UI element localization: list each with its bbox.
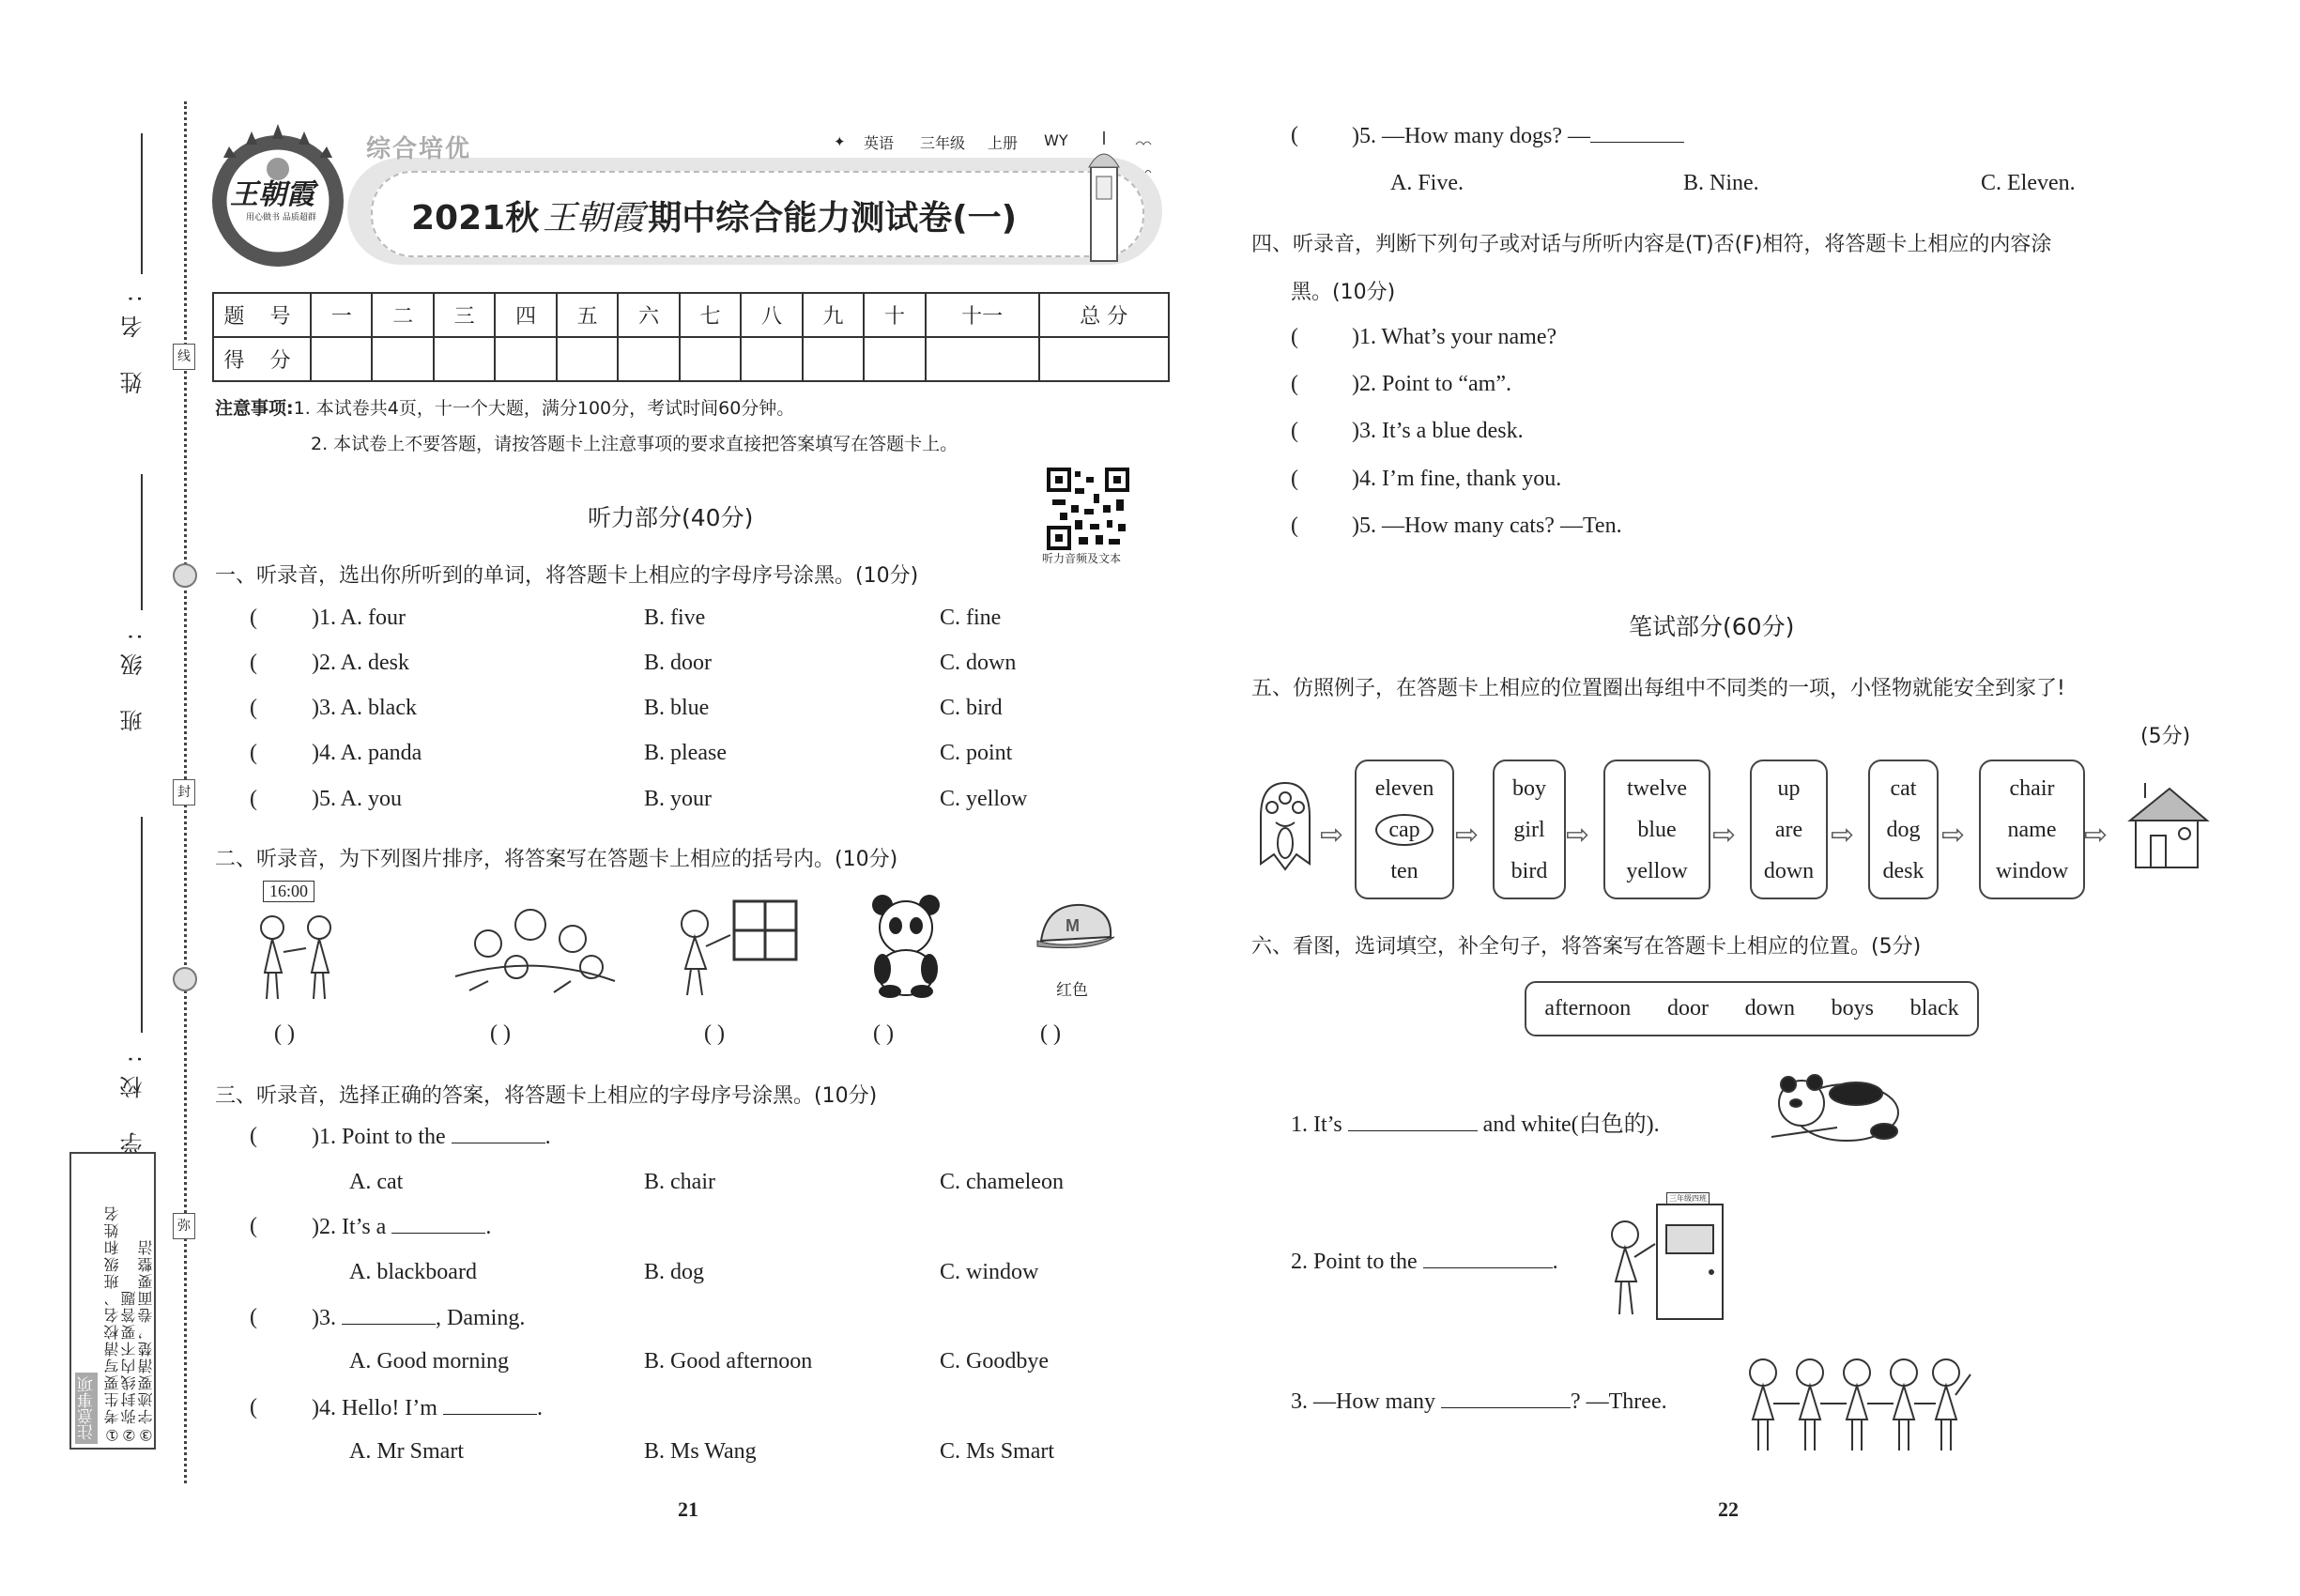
word-group-5 xyxy=(1868,760,1939,899)
sentence-post: ? —Three. xyxy=(1570,1389,1667,1414)
score-cell[interactable] xyxy=(803,337,864,381)
word-bank-item: down xyxy=(1744,996,1795,1021)
meta-volume: 上册 xyxy=(988,134,1019,152)
score-cell[interactable] xyxy=(1039,337,1169,381)
meta-edition: WY xyxy=(1044,131,1068,149)
question-option-a: )5. A. you xyxy=(312,787,402,811)
answer-blank xyxy=(443,1395,537,1415)
notice-title: 注意事项 xyxy=(75,1373,98,1444)
question-option-b: B. five xyxy=(644,606,706,630)
option-a: A. blackboard xyxy=(349,1260,477,1284)
notes-item: 2. 本试卷上不要答题，请按答题卡上注意事项的要求直接把答案填写在答题卡上。 xyxy=(311,434,958,454)
score-cell[interactable] xyxy=(741,337,802,381)
panda-picture xyxy=(864,890,948,998)
exam-title xyxy=(411,192,1017,239)
stem-tail: . xyxy=(544,1125,551,1149)
question-option-c: C. point xyxy=(940,741,1013,765)
score-table-score-row xyxy=(213,337,1169,381)
answer-blank[interactable] xyxy=(1348,1112,1478,1131)
score-col: 九 xyxy=(803,293,864,337)
group-word[interactable]: girl xyxy=(1513,818,1545,842)
group-word[interactable]: yellow xyxy=(1626,859,1688,883)
score-cell[interactable] xyxy=(434,337,495,381)
listening-title: 听力部分(40分) xyxy=(588,504,754,531)
seal-mark-feng: 封 xyxy=(173,779,195,806)
answer-paren[interactable]: ( xyxy=(1291,514,1298,538)
five-children-picture xyxy=(1740,1352,1974,1460)
score-cell[interactable] xyxy=(495,337,556,381)
series-label: 综合培优 xyxy=(366,135,472,163)
logo-slogan: 用心做书 品质超群 xyxy=(246,213,316,223)
arrow-right-icon: ⇨ xyxy=(1455,819,1480,852)
score-col: 一 xyxy=(311,293,372,337)
house-icon xyxy=(2117,779,2211,873)
answer-blank xyxy=(342,1305,436,1325)
answer-blank[interactable] xyxy=(1423,1249,1553,1268)
section3-heading: 三、听录音，选择正确的答案，将答题卡上相应的字母序号涂黑。(10分) xyxy=(215,1084,878,1108)
notes-line-1 xyxy=(215,394,794,420)
arrow-right-icon: ⇨ xyxy=(1941,819,1966,852)
word-bank xyxy=(1525,981,1979,1036)
fill-in-sentence-2 xyxy=(1291,1249,1558,1275)
group-word[interactable]: down xyxy=(1763,859,1815,883)
option-a: A. cat xyxy=(349,1170,404,1194)
option-a: A. Five. xyxy=(1390,171,1464,195)
sleeping-panda-picture xyxy=(1762,1066,1917,1159)
page-number-left: 21 xyxy=(678,1497,698,1521)
option-b: B. Ms Wang xyxy=(644,1439,757,1464)
group-word[interactable]: window xyxy=(1995,859,2069,883)
section5-points: (5分) xyxy=(2140,725,2191,748)
notice-item: ①考生要写清校名、班级和姓名 xyxy=(103,1205,121,1444)
arrow-right-icon: ⇨ xyxy=(1831,819,1855,852)
question-option-b: B. blue xyxy=(644,696,710,720)
score-cell[interactable] xyxy=(864,337,925,381)
word-bank-item: afternoon xyxy=(1544,996,1632,1021)
title-brand: 王朝霞 xyxy=(543,199,645,238)
score-col: 四 xyxy=(495,293,556,337)
question-option-b: B. please xyxy=(644,741,727,765)
score-col: 十一 xyxy=(926,293,1039,337)
score-cell[interactable] xyxy=(618,337,679,381)
answer-paren[interactable]: ( xyxy=(250,1214,257,1238)
cap-color-label: 红色 xyxy=(1056,981,1088,1000)
meta-subject: 英语 xyxy=(864,134,895,152)
question-option-c: C. fine xyxy=(940,606,1002,630)
arrow-right-icon: ⇨ xyxy=(1566,819,1590,852)
name-field[interactable] xyxy=(141,133,143,274)
group-word[interactable]: eleven xyxy=(1374,776,1434,801)
score-cell[interactable] xyxy=(372,337,433,381)
answer-paren[interactable]: ( xyxy=(250,1395,257,1420)
clock-label: 16:00 xyxy=(263,881,314,902)
section2-heading: 二、听录音，为下列图片排序，将答案写在答题卡上相应的括号内。(10分) xyxy=(215,848,898,871)
score-table xyxy=(212,292,1170,382)
door-sign: 三年级四班 xyxy=(1666,1192,1710,1205)
logo-brand-text: 王朝霞 xyxy=(230,178,314,211)
score-col: 二 xyxy=(372,293,433,337)
option-b: B. Nine. xyxy=(1683,171,1759,195)
question-option-b: B. your xyxy=(644,787,712,811)
question-stem xyxy=(312,1395,543,1421)
stem-text: )5. —How many dogs? — xyxy=(1352,124,1590,148)
answer-paren[interactable]: ( xyxy=(250,696,257,720)
word-group-4 xyxy=(1750,760,1828,899)
notes-label: 注意事项: xyxy=(215,398,294,419)
score-col: 七 xyxy=(680,293,741,337)
group-word[interactable]: chair xyxy=(2009,776,2055,801)
tf-statement: )4. I’m fine, thank you. xyxy=(1352,467,1562,491)
score-col: 六 xyxy=(618,293,679,337)
arrow-right-icon: ⇨ xyxy=(1320,819,1344,852)
word-group-1 xyxy=(1355,760,1454,899)
answer-paren[interactable]: ( xyxy=(250,787,257,811)
sparkle-icon: ✦ xyxy=(834,133,846,150)
answer-paren[interactable]: ( xyxy=(250,651,257,675)
question-option-a: )2. A. desk xyxy=(312,651,409,675)
title-prefix: 2021秋 xyxy=(411,199,540,238)
notice-item: ②弥封线内不要答题 xyxy=(120,1289,138,1444)
word-group-6 xyxy=(1979,760,2085,899)
section4-heading-cont: 黑。(10分) xyxy=(1291,281,1396,304)
score-row-label: 得 分 xyxy=(213,337,311,381)
score-cell[interactable] xyxy=(926,337,1039,381)
birds-on-branch-picture xyxy=(451,887,620,1005)
fill-in-sentence-1 xyxy=(1291,1105,1660,1138)
question-option-a: )3. A. black xyxy=(312,696,417,720)
answer-blank[interactable] xyxy=(1441,1389,1571,1408)
question-option-b: B. door xyxy=(644,651,712,675)
sentence-pre: 3. —How many xyxy=(1291,1389,1435,1414)
class-field[interactable] xyxy=(141,474,143,610)
option-c: C. Eleven. xyxy=(1981,171,2076,195)
answer-blank xyxy=(391,1214,485,1234)
score-col: 总 分 xyxy=(1039,293,1169,337)
title-suffix: 期中综合能力测试卷(一) xyxy=(648,199,1018,238)
section5-heading: 五、仿照例子，在答题卡上相应的位置圈出每组中不同类的一项，小怪物就能安全到家了! xyxy=(1251,677,2065,700)
answer-blank xyxy=(452,1124,545,1143)
question-option-c: C. down xyxy=(940,651,1017,675)
answer-paren[interactable]: ( ) xyxy=(490,1021,511,1046)
answer-paren[interactable]: ( ) xyxy=(704,1021,725,1046)
score-col: 八 xyxy=(741,293,802,337)
seal-mark-mi: 弥 xyxy=(173,1213,195,1239)
answer-paren[interactable]: ( xyxy=(1291,123,1298,147)
arrow-right-icon: ⇨ xyxy=(1712,819,1737,852)
answer-paren[interactable]: ( xyxy=(1291,372,1298,396)
stem-tail: . xyxy=(485,1215,492,1239)
word-bank-item: boys xyxy=(1831,996,1874,1021)
binding-hole-icon xyxy=(173,967,197,991)
word-bank-item: door xyxy=(1666,996,1709,1021)
arrow-right-icon: ⇨ xyxy=(2084,819,2108,852)
stem-text: )4. Hello! I’m xyxy=(312,1396,437,1420)
sentence-post: . xyxy=(1552,1250,1558,1274)
children-greeting-picture xyxy=(246,907,349,1010)
answer-paren[interactable]: ( xyxy=(250,741,257,765)
school-label: 学 校: xyxy=(120,1042,146,1155)
option-c: C. Goodbye xyxy=(940,1349,1049,1373)
stem-text: )3. xyxy=(312,1306,336,1330)
sentence-pre: 2. Point to the xyxy=(1291,1250,1418,1274)
qr-code[interactable] xyxy=(1047,468,1129,550)
question-option-c: C. yellow xyxy=(940,787,1028,811)
question-option-a: )1. A. four xyxy=(312,606,406,630)
answer-paren[interactable]: ( xyxy=(250,606,257,630)
sentence-pre: 1. It’s xyxy=(1291,1113,1342,1137)
little-monster-icon xyxy=(1251,779,1319,875)
group-word[interactable]: name xyxy=(2007,818,2057,842)
score-col: 五 xyxy=(557,293,618,337)
writing-title: 笔试部分(60分) xyxy=(1629,613,1795,640)
meta-grade: 三年级 xyxy=(920,134,966,152)
answer-paren[interactable]: ( xyxy=(1291,419,1298,443)
question-stem xyxy=(312,1214,491,1240)
group-word[interactable]: are xyxy=(1774,818,1803,842)
answer-paren[interactable]: ( ) xyxy=(1040,1021,1061,1046)
option-b: B. chair xyxy=(644,1170,715,1194)
option-c: C. chameleon xyxy=(940,1170,1064,1194)
stem-text: )1. Point to the xyxy=(312,1125,446,1149)
option-c: C. Ms Smart xyxy=(940,1439,1055,1464)
word-group-3 xyxy=(1603,760,1710,899)
tf-statement: )3. It’s a blue desk. xyxy=(1352,419,1524,443)
circled-example-word: cap xyxy=(1375,814,1433,846)
stem-text: )2. It’s a xyxy=(312,1215,387,1239)
question-stem xyxy=(1352,123,1684,149)
group-word[interactable]: blue xyxy=(1637,818,1677,842)
section1-heading: 一、听录音，选出你所听到的单词，将答题卡上相应的字母序号涂黑。(10分) xyxy=(215,564,919,588)
class-label: 班 级: xyxy=(120,620,146,732)
tf-statement: )1. What’s your name? xyxy=(1352,325,1557,349)
word-bank-item: black xyxy=(1909,996,1959,1021)
answer-paren[interactable]: ( ) xyxy=(274,1021,295,1046)
word-group-2 xyxy=(1493,760,1566,899)
notes-item: 1. 本试卷共4页，十一个大题，满分100分，考试时间60分钟。 xyxy=(293,398,795,419)
lighthouse-icon xyxy=(1080,130,1164,266)
seal-mark-xian: 线 xyxy=(173,344,195,370)
svg-text:M: M xyxy=(1066,916,1080,935)
group-word[interactable]: twelve xyxy=(1627,776,1687,801)
page-number-right: 22 xyxy=(1718,1497,1739,1521)
score-table-header-row xyxy=(213,293,1169,337)
section6-heading: 六、看图，选词填空，补全句子，将答案写在答题卡上相应的位置。(5分) xyxy=(1251,935,1922,959)
answer-paren[interactable]: ( xyxy=(250,1124,257,1148)
group-word[interactable]: bird xyxy=(1510,859,1548,883)
school-field[interactable] xyxy=(141,817,143,1033)
group-word[interactable]: boy xyxy=(1512,776,1546,801)
name-label: 姓 名: xyxy=(120,282,146,394)
score-col: 十 xyxy=(864,293,925,337)
question-stem xyxy=(312,1305,525,1331)
score-cell[interactable] xyxy=(680,337,741,381)
sentence-post: and white(白色的). xyxy=(1482,1113,1660,1137)
group-word[interactable]: cat xyxy=(1890,776,1917,801)
answer-paren[interactable]: ( xyxy=(250,1305,257,1329)
group-word[interactable]: up xyxy=(1777,776,1801,801)
score-header-label: 题 号 xyxy=(213,293,311,337)
answer-paren[interactable]: ( xyxy=(1291,467,1298,491)
group-word[interactable]: dog xyxy=(1886,818,1921,842)
question-option-a: )4. A. panda xyxy=(312,741,422,765)
group-word-circled[interactable] xyxy=(1357,818,1452,843)
question-option-c: C. bird xyxy=(940,696,1003,720)
option-a: A. Mr Smart xyxy=(349,1439,464,1464)
option-c: C. window xyxy=(940,1260,1039,1284)
answer-paren[interactable]: ( ) xyxy=(873,1021,894,1046)
stem-tail: , Daming. xyxy=(436,1306,526,1330)
fill-in-sentence-3 xyxy=(1291,1389,1667,1415)
score-cell[interactable] xyxy=(311,337,372,381)
group-word[interactable]: ten xyxy=(1390,859,1418,883)
binding-hole-icon xyxy=(173,563,197,588)
option-b: B. Good afternoon xyxy=(644,1349,813,1373)
answer-paren[interactable]: ( xyxy=(1291,325,1298,349)
score-cell[interactable] xyxy=(557,337,618,381)
boy-pointing-window-picture xyxy=(668,894,809,1002)
stem-tail: . xyxy=(536,1396,543,1420)
tf-statement: )2. Point to “am”. xyxy=(1352,372,1511,396)
option-a: A. Good morning xyxy=(349,1349,509,1373)
boy-at-door-picture xyxy=(1601,1188,1732,1324)
notice-item: ③字迹要清楚，卷面要整洁 xyxy=(137,1238,155,1444)
tf-statement: )5. —How many cats? —Ten. xyxy=(1352,514,1622,538)
section4-heading: 四、听录音，判断下列句子或对话与所听内容是(T)否(F)相符，将答题卡上相应的内容涂 xyxy=(1251,233,2052,256)
margin-notice-box xyxy=(69,1152,156,1450)
option-b: B. dog xyxy=(644,1260,705,1284)
score-col: 三 xyxy=(434,293,495,337)
qr-caption: 听力音频及文本 xyxy=(1042,552,1122,565)
cap-picture xyxy=(1028,899,1122,956)
answer-blank xyxy=(1590,123,1684,143)
question-stem xyxy=(312,1124,551,1150)
group-word[interactable]: desk xyxy=(1882,859,1924,883)
